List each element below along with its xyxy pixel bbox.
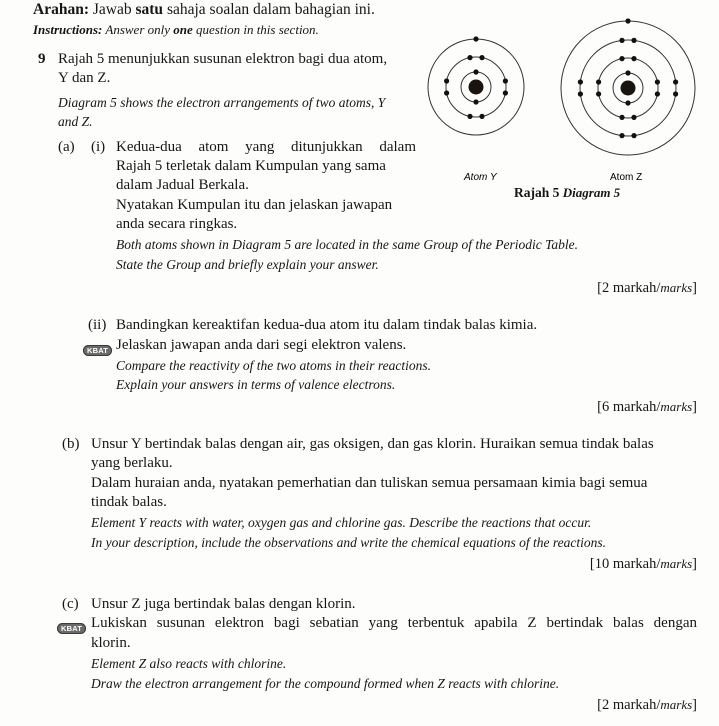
caption-malay: Rajah 5 — [514, 185, 560, 200]
part-a-i-english-line-1: Both atoms shown in Diagram 5 are located in the same Group of the Periodic Table. — [116, 237, 578, 252]
electron — [631, 38, 636, 43]
electron — [673, 79, 678, 84]
instructions-text-end: question in this section. — [192, 22, 319, 37]
part-a-ii-malay-line-2: Jelaskan jawapan anda dari segi elektron valens. — [116, 337, 407, 353]
part-a-ii-english-line-2: Explain your answers in terms of valence electrons. — [116, 377, 396, 392]
part-b-malay-line-1: Unsur Y bertindak balas dengan air, gas oksigen, dan gas klorin. Huraikan semua tindak balas — [91, 436, 654, 452]
part-a-i-malay-line-1: Kedua-dua atom yang ditunjukkan dalam — [116, 139, 416, 155]
electron — [503, 78, 508, 83]
nucleus — [469, 80, 484, 95]
marks-close: ] — [692, 280, 697, 296]
electron — [619, 133, 624, 138]
marks-ms: [10 markah/ — [589, 556, 661, 572]
part-b-malay-line-4: tindak balas. — [91, 494, 167, 510]
part-b-malay-line-3: Dalam huraian anda, nyatakan pemerhatian dan tuliskan semua persamaan kimia bagi semua — [91, 475, 648, 491]
kbat-badge — [57, 618, 86, 636]
part-c-malay-line-3: klorin. — [91, 635, 131, 651]
part-a-i-english-line-2: State the Group and briefly explain your answer. — [116, 257, 379, 272]
part-a-ii-english-line-1: Compare the reactivity of the two atoms in their reactions. — [116, 358, 431, 373]
part-c-marks — [597, 697, 697, 714]
intro-english-line-1: Diagram 5 shows the electron arrangements of two atoms, Y — [58, 95, 386, 110]
part-c-malay-line-2: Lukiskan susunan elektron bagi sebatian yang terbentuk apabila Z bertindak balas dengan — [91, 615, 697, 631]
part-c-english-line-1: Element Z also reacts with chlorine. — [91, 656, 287, 671]
part-b-english-line-1: Element Y reacts with water, oxygen gas and chlorine gas. Describe the reactions that occur. — [91, 515, 592, 530]
marks-en: marks — [660, 399, 693, 414]
part-c-malay-line-1: Unsur Z juga bertindak balas dengan klorin. — [91, 596, 356, 612]
part-a-i-malay-line-3: dalam Jadual Berkala. — [116, 177, 249, 193]
marks-close: ] — [692, 697, 697, 713]
part-b-label: (b) — [62, 436, 80, 452]
part-a-i-malay-line-4: Nyatakan Kumpulan itu dan jelaskan jawapan — [116, 197, 393, 213]
part-a-i-malay-line-2: Rajah 5 terletak dalam Kumpulan yang sama — [116, 158, 386, 174]
electron — [673, 91, 678, 96]
atom-z-diagram — [561, 18, 695, 155]
instructions-label: Instructions: — [33, 22, 103, 37]
kbat-badge-label: KBAT — [83, 345, 112, 356]
electron — [631, 133, 636, 138]
electron — [596, 79, 601, 84]
part-a-i-marks — [597, 280, 697, 297]
electron — [625, 18, 630, 23]
part-c-label: (c) — [62, 596, 79, 612]
part-b-malay-line-2: yang berlaku. — [91, 455, 173, 471]
caption-english: Diagram 5 — [562, 185, 621, 200]
diagram-5 — [0, 0, 719, 200]
marks-ms: [2 markah/ — [597, 697, 661, 713]
part-a-ii-malay-line-1: Bandingkan kereaktifan kedua-dua atom itu dalam tindak balas kimia. — [116, 317, 538, 333]
nucleus — [621, 81, 636, 96]
part-a-label: (a) — [58, 139, 75, 155]
intro-english-line-2: and Z. — [58, 114, 93, 129]
arahan-label: Arahan: — [33, 1, 89, 18]
electron — [473, 99, 478, 104]
electron — [631, 115, 636, 120]
kbat-badge — [83, 340, 112, 358]
marks-ms: [2 markah/ — [597, 280, 661, 296]
electron — [473, 36, 478, 41]
electron — [467, 114, 472, 119]
electron — [655, 79, 660, 84]
electron — [655, 91, 660, 96]
question-number: 9 — [38, 51, 46, 67]
diagram-caption — [514, 185, 620, 201]
marks-close: ] — [692, 556, 697, 572]
electron — [578, 91, 583, 96]
electron — [619, 115, 624, 120]
arahan-text-end: sahaja soalan dalam bahagian ini. — [163, 1, 375, 18]
electron — [619, 38, 624, 43]
part-a-i-label: (i) — [91, 139, 106, 155]
marks-en: marks — [660, 280, 693, 295]
instructions-text: Answer only — [102, 22, 174, 37]
arahan-emphasis: satu — [135, 1, 164, 18]
part-a-i-malay-line-5: anda secara ringkas. — [116, 216, 238, 232]
marks-close: ] — [692, 399, 697, 415]
electron — [596, 91, 601, 96]
electron — [479, 114, 484, 119]
atom-y-label: Atom Y — [464, 172, 497, 183]
part-a-ii-marks — [597, 399, 697, 416]
electron — [467, 55, 472, 60]
part-b-english-line-2: In your description, include the observations and write the chemical equations of the reactions. — [91, 535, 607, 550]
electron — [444, 78, 449, 83]
intro-malay-line-1: Rajah 5 menunjukkan susunan elektron bagi dua atom, — [58, 51, 388, 67]
part-a-ii-label: (ii) — [88, 317, 107, 333]
electron — [479, 55, 484, 60]
part-c-english-line-2: Draw the electron arrangement for the compound formed when Z reacts with chlorine. — [91, 676, 560, 691]
instructions-emphasis: one — [173, 22, 193, 37]
electron — [444, 90, 449, 95]
electron — [578, 79, 583, 84]
electron — [473, 69, 478, 74]
intro-malay-line-2: Y dan Z. — [58, 70, 111, 86]
marks-ms: [6 markah/ — [597, 399, 661, 415]
electron — [631, 56, 636, 61]
arahan-text: Jawab — [88, 1, 136, 18]
kbat-badge-label: KBAT — [57, 623, 86, 634]
marks-en: marks — [660, 556, 693, 571]
electron — [503, 90, 508, 95]
atom-y-diagram — [428, 36, 524, 135]
electron — [619, 56, 624, 61]
atom-z-label: Atom Z — [610, 172, 643, 183]
electron — [625, 100, 630, 105]
part-b-marks — [590, 556, 697, 573]
marks-en: marks — [660, 697, 693, 712]
electron — [625, 70, 630, 75]
